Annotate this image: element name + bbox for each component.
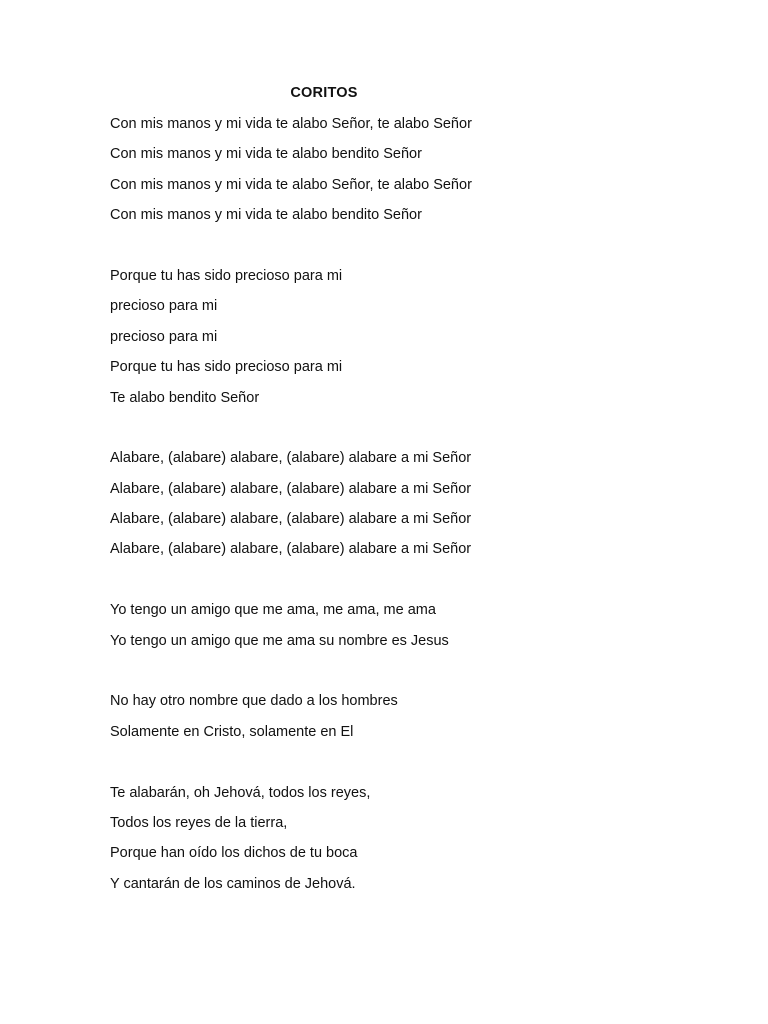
lyric-line: Yo tengo un amigo que me ama su nombre es Jesus	[110, 632, 449, 649]
lyric-line: Con mis manos y mi vida te alabo bendito Señor	[110, 146, 422, 163]
lyric-line: precioso para mi	[110, 298, 218, 315]
lyric-line: Te alabo bendito Señor	[110, 389, 260, 406]
lyric-line: Alabare, (alabare) alabare, (alabare) alabare a mi Señor	[110, 450, 472, 467]
lyric-line: Todos los reyes de la tierra,	[110, 814, 288, 831]
lyric-line: precioso para mi	[110, 328, 218, 345]
stanza-1	[110, 114, 670, 236]
document-title: CORITOS	[290, 85, 358, 101]
lyric-line: Alabare, (alabare) alabare, (alabare) alabare a mi Señor	[110, 511, 472, 528]
lyrics-body	[110, 114, 670, 904]
lyric-line: Alabare, (alabare) alabare, (alabare) alabare a mi Señor	[110, 541, 472, 558]
lyric-line: Solamente en Cristo, solamente en El	[110, 723, 354, 740]
lyric-line: Y cantarán de los caminos de Jehová.	[110, 875, 356, 892]
stanza-3	[110, 448, 670, 570]
stanza-5	[110, 691, 670, 752]
lyric-line: No hay otro nombre que dado a los hombres	[110, 693, 398, 710]
lyric-line: Con mis manos y mi vida te alabo Señor, te alabo Señor	[110, 116, 472, 132]
lyric-line: Alabare, (alabare) alabare, (alabare) alabare a mi Señor	[110, 480, 472, 497]
stanza-6	[110, 783, 670, 905]
lyric-line: Yo tengo un amigo que me ama, me ama, me ama	[110, 602, 436, 619]
stanza-2	[110, 266, 670, 418]
lyric-line: Te alabarán, oh Jehová, todos los reyes,	[110, 784, 371, 801]
lyric-line: Porque tu has sido precioso para mi	[110, 267, 343, 284]
lyric-line: Porque tu has sido precioso para mi	[110, 359, 343, 376]
lyric-line: Porque han oído los dichos de tu boca	[110, 845, 358, 862]
lyric-line: Con mis manos y mi vida te alabo bendito Señor	[110, 207, 422, 224]
lyric-line: Con mis manos y mi vida te alabo Señor, te alabo Señor	[110, 176, 472, 193]
stanza-4	[110, 600, 670, 661]
